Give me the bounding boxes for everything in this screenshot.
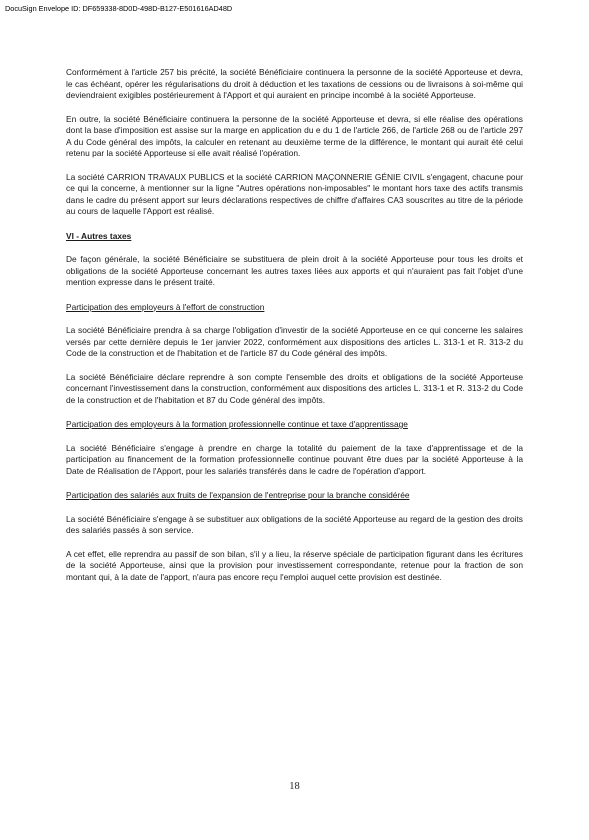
paragraph-margin-taxation: En outre, la société Bénéficiaire continuera la personne de la société Apporteuse et devra, si elle réalise des opérations dont la base d'imposition est assise sur la marge en application du e du 1 de l'article 266, de l'article 268 ou de l'article 297 A du Code général des impôts, la calculer en retenant au deuxième terme de la différence, le montant qui aurait été celui retenu par la société Apporteuse si elle avait réalisé l'opération. — [66, 113, 523, 158]
paragraph-participation-reserve: A cet effet, elle reprendra au passif de son bilan, s'il y a lieu, la réserve spéciale de participation figurant dans les écritures de la société Apporteuse, ainsi que la provision pour investissement correspondante, retenue pour la fraction de son montant qui, à la date de l'apport, n'aura pas encore reçu l'emploi auquel cette provision est destinée. — [66, 548, 523, 582]
paragraph-general-substitution: De façon générale, la société Bénéficiaire se substituera de plein droit à la société Apporteuse pour tous les droits et obligations de la société Apporteuse concernant les autres taxes liées aux apports et qui n'auraient pas fait l'objet d'une mention expresse dans le présent traité. — [66, 254, 523, 287]
docusign-envelope-id: DocuSign Envelope ID: DF659338-8D0D-498D-B127-E501616AD48D — [5, 4, 233, 13]
page-number: 18 — [289, 781, 300, 792]
subheading-professional-training: Participation des employeurs à la formation professionnelle continue et taxe d'apprentissage — [66, 419, 408, 429]
paragraph-employee-rights: La société Bénéficiaire s'engage à se substituer aux obligations de la société Apporteuse au regard de la gestion des droits des salariés passés à son service. — [66, 513, 523, 535]
paragraph-ca3-declaration: La société CARRION TRAVAUX PUBLICS et la société CARRION MAÇONNERIE GÉNIE CIVIL s'engagent, chacune pour ce qui la concerne, à mentionner sur la ligne "Autres opérations non-imposables" le montant hors taxe des actifs transmis dans le cadre du présent apport sur leurs déclarations respectives de chiffre d'affaires CA3 souscrites au titre de la période au cours de laquelle l'Apport est réalisé. — [66, 171, 523, 216]
paragraph-vat-regularisation: Conformément à l'article 257 bis précité, la société Bénéficiaire continuera la personne de la société Apporteuse et devra, le cas échéant, opérer les régularisations du droit à déduction et les taxations de cessions ou de livraisons à soi-même qui deviendraient exigibles postérieurement à l'Apport et qui auraient en principe incombé à la société Apporteuse. — [66, 67, 523, 100]
subheading-employee-participation: Participation des salariés aux fruits de l'expansion de l'entreprise pour la branche considérée — [66, 490, 410, 500]
subheading-construction-effort: Participation des employeurs à l'effort de construction — [66, 301, 265, 312]
document-body — [66, 67, 523, 583]
paragraph-apprenticeship-tax: La société Bénéficiaire s'engage à prendre en charge la totalité du paiement de la taxe d'apprentissage et de la participation au financement de la formation professionnelle continue pouvant être dues par la société Apporteuse à la Date de Réalisation de l'Apport, pour les salariés transférés dans le cadre de l'opération d'apport. — [66, 442, 523, 476]
section-heading-other-taxes: VI - Autres taxes — [66, 230, 132, 241]
paragraph-construction-rights: La société Bénéficiaire déclare reprendre à son compte l'ensemble des droits et obligations de la société Apporteuse concernant l'investissement dans la construction, conformément aux dispositions des articles L. 313-1 et R. 313-2 du Code de la construction et de l'habitation et 87 du Code général des impôts. — [66, 371, 523, 405]
paragraph-construction-investment: La société Bénéficiaire prendra à sa charge l'obligation d'investir de la société Apporteuse en ce qui concerne les salaires versés par cette dernière depuis le 1er janvier 2022, conformément aux dispositions des articles L. 313-1 et R. 313-2 du Code de la construction et de l'habitation et de l'article 87 du Code général des impôts. — [66, 325, 523, 358]
